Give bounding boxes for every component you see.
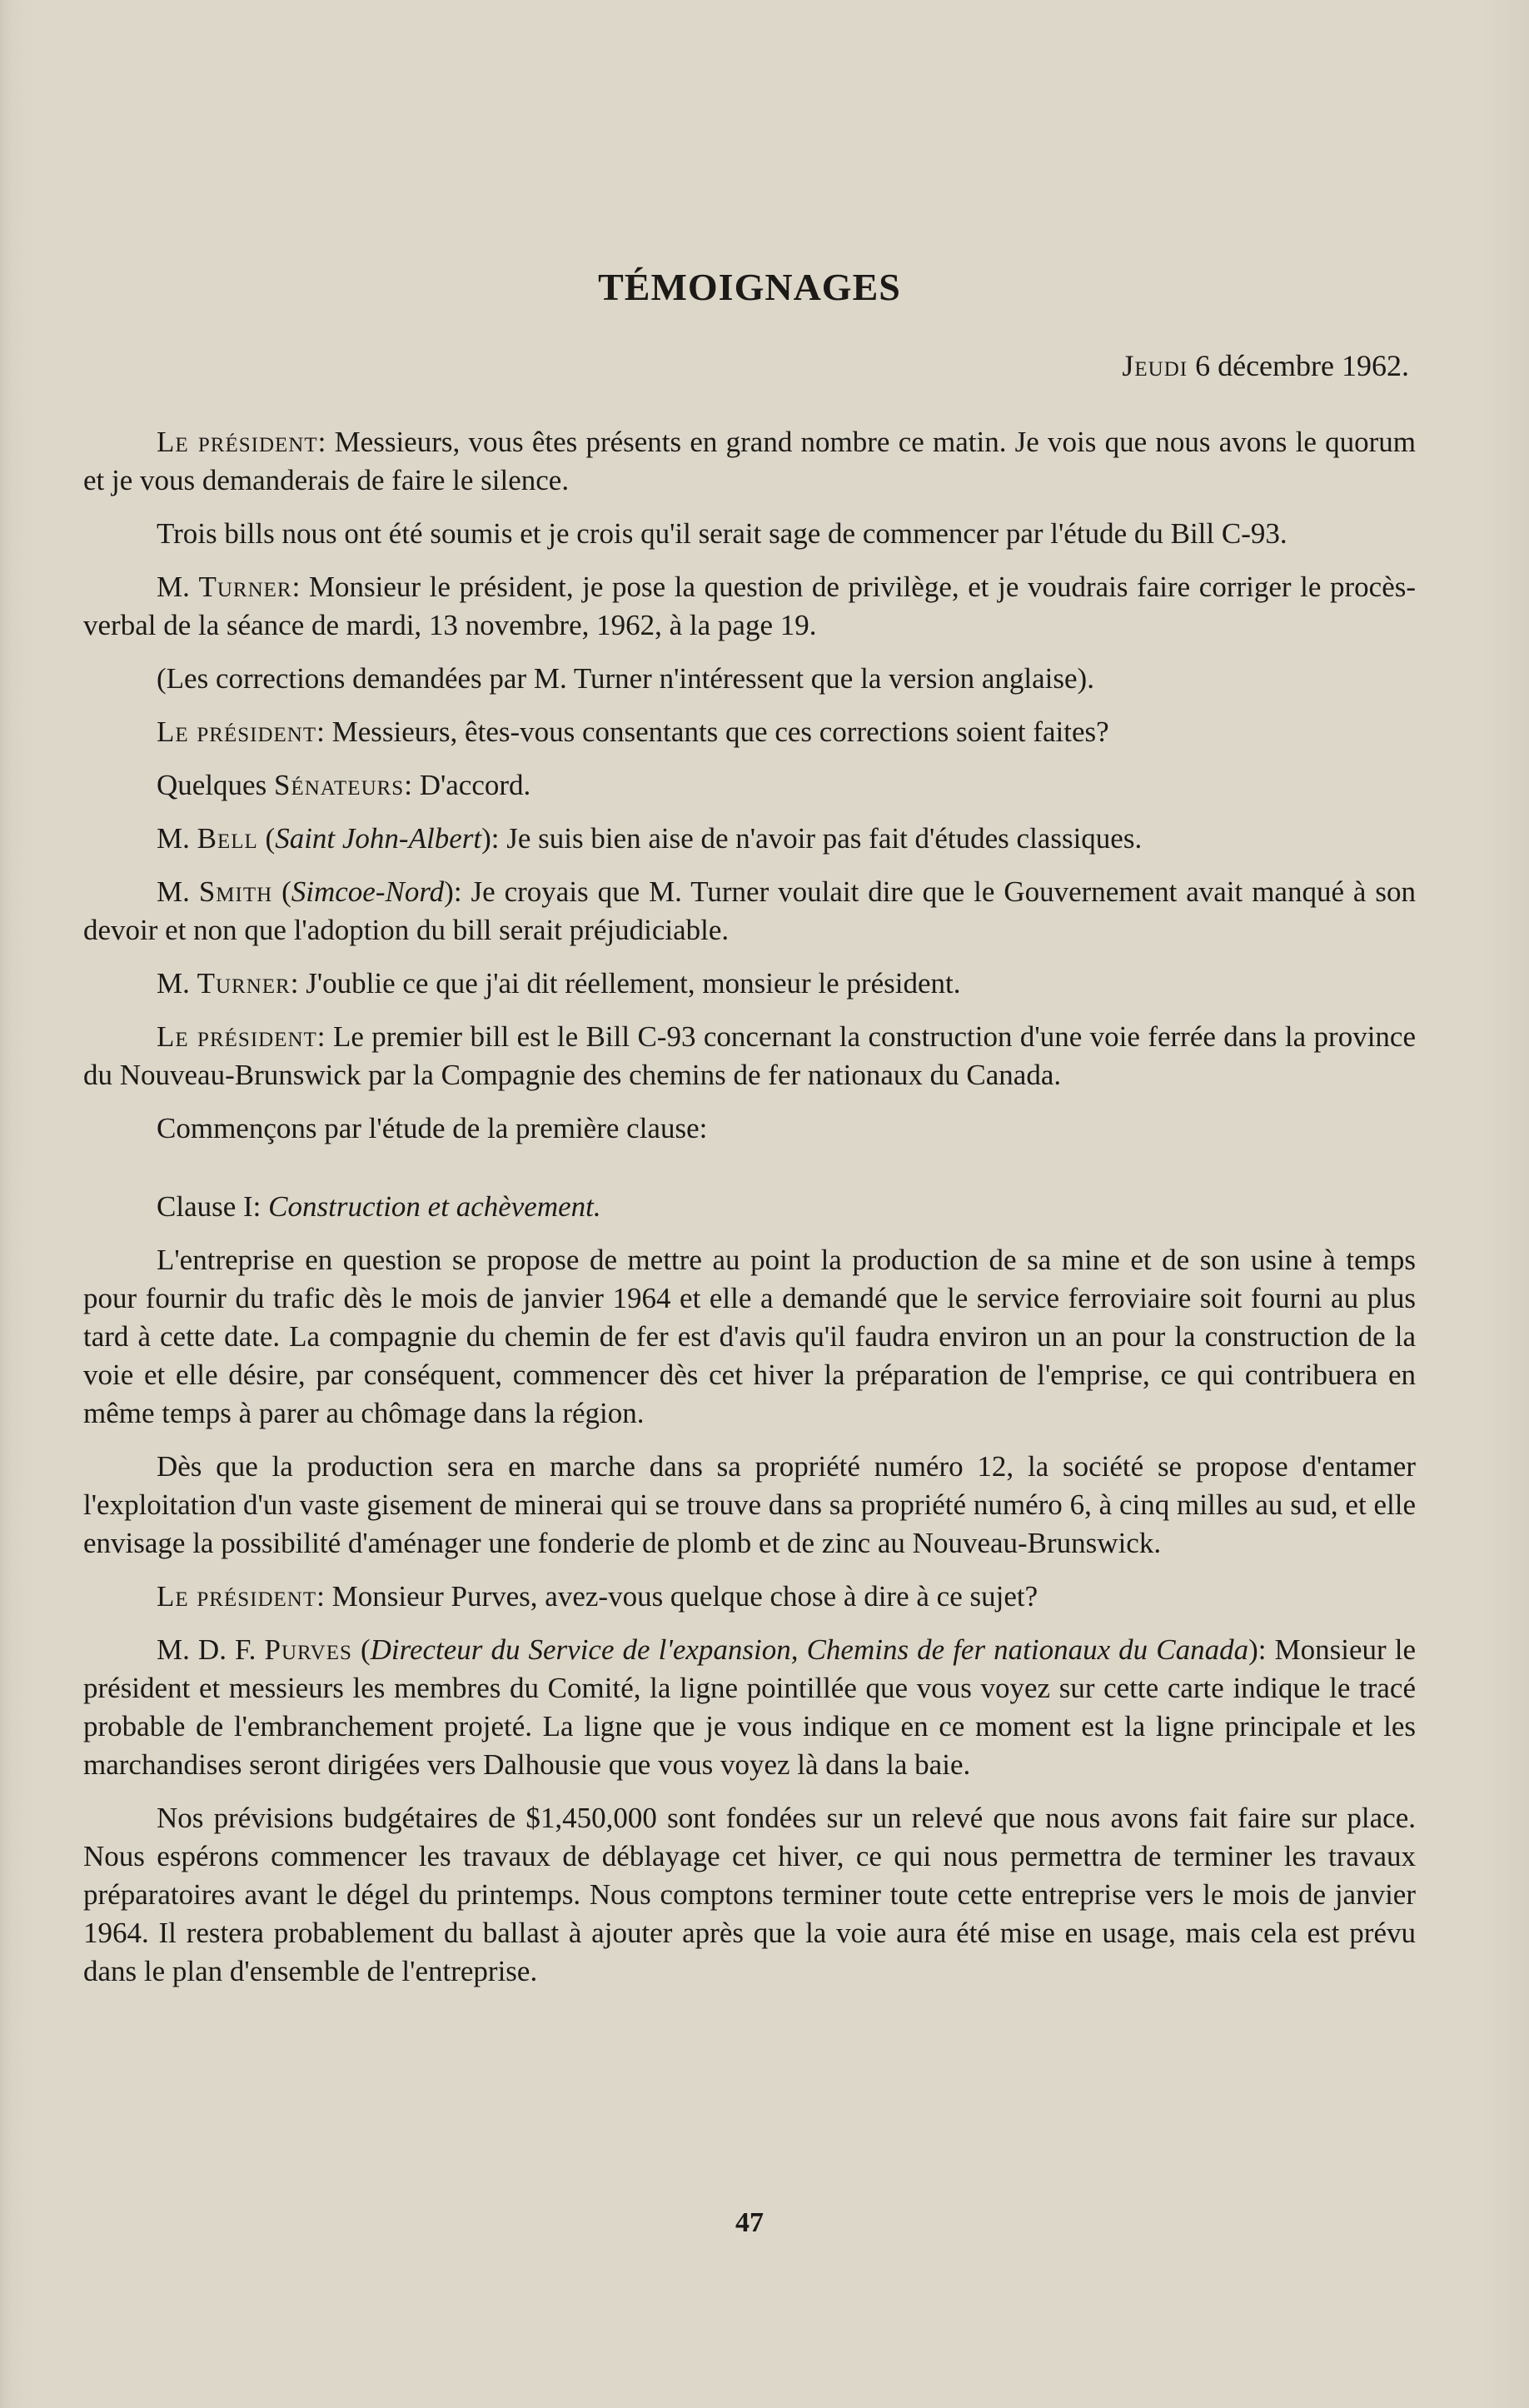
page-number: 47 xyxy=(735,2207,764,2238)
paragraph-text: Commençons par l'étude de la première clause: xyxy=(157,1112,708,1144)
paragraph-text: Messieurs, vous êtes présents en grand nombre ce matin. Je vois que nous avons le quorum et je vous demanderais de faire le silence. xyxy=(83,426,1416,496)
paragraph-text: Trois bills nous ont été soumis et je crois qu'il serait sage de commencer par l'étude du Bill C-93. xyxy=(157,517,1287,550)
paragraph xyxy=(83,1799,1416,1991)
speaker-separator: : xyxy=(1258,1633,1275,1666)
paragraph-text: Nos prévisions budgétaires de $1,450,000 sont fondées sur un relevé que nous avons fait faire sur place. Nous espérons commencer les travaux de déblayage cet hiver, ce qui nous permettra de terminer les travaux préparatoires avant le dégel du printemps. Nous comptons terminer toute cette entreprise vers le mois de janvier 1964. Il restera probablement du ballast à ajouter après que la voie aura été mise en usage, mais cela est prévu dans le plan d'ensemble de l'entreprise. xyxy=(83,1802,1416,1987)
session-date xyxy=(1122,348,1409,383)
speaker-name: Le président xyxy=(157,1580,317,1613)
speaker-name: Bell xyxy=(197,822,258,855)
speaker-name: Le président xyxy=(157,715,317,748)
paragraph xyxy=(83,713,1416,751)
speaker-name: Purves xyxy=(264,1633,352,1666)
paragraph: M. D. F. Purves (Directeur du Service de l'expansion, Chemins de fer nationaux du Canada): Monsieur le président et messieurs les membres du Comité, la ligne pointillée que vous voyez sur cette carte indique le tracé probable de l'embranchement projeté. La ligne que je vous indique en ce moment est la ligne principale et les marchandises seront dirigées vers Dalhousie que vous voyez là dans la baie. xyxy=(83,1633,1417,1781)
paragraph-text: Messieurs, êtes-vous consentants que ces corrections soient faites? xyxy=(331,715,1109,748)
paragraph-text: Je suis bien aise de n'avoir pas fait d'études classiques. xyxy=(506,822,1143,855)
speaker-affiliation: Directeur du Service de l'expansion, Chemins de fer nationaux du Canada xyxy=(370,1633,1249,1666)
paragraph: M. Smith (Simcoe-Nord): Je croyais que M. Turner voulait dire que le Gouvernement avait manqué à son devoir et non que l'adoption du bill serait préjudiciable. xyxy=(83,875,1417,946)
speaker-name: Le président xyxy=(157,1020,317,1053)
speaker-prefix: M. xyxy=(157,822,197,855)
speaker-prefix: M. xyxy=(157,571,199,603)
clause-heading: Construction et achèvement. xyxy=(268,1190,601,1223)
speaker-name: Sénateurs xyxy=(273,769,405,801)
speaker-name: Turner xyxy=(198,571,292,603)
speaker-separator: : xyxy=(316,715,332,748)
paragraph xyxy=(83,515,1416,553)
paragraph-text: Le premier bill est le Bill C-93 concernant la construction d'une voie ferrée dans la province du Nouveau-Brunswick par la Compagnie des chemins de fer nationaux du Canada. xyxy=(83,1020,1416,1091)
paragraph-text: Dès que la production sera en marche dans sa propriété numéro 12, la société se propose d'entamer l'exploitation d'un vaste gisement de minerai qui se trouve dans sa propriété numéro 6, à cinq milles au sud, et elle envisage la possibilité d'aménager une fonderie de plomb et de zinc au Nouveau-Brunswick. xyxy=(83,1450,1416,1559)
speaker-prefix: Quelques xyxy=(157,769,274,801)
speaker-separator: : xyxy=(404,769,420,801)
paragraph-text: J'oublie ce que j'ai dit réellement, monsieur le président. xyxy=(306,967,961,1000)
paragraph xyxy=(83,1241,1416,1433)
speaker-prefix: M. xyxy=(157,967,197,1000)
speaker-prefix: Clause I: xyxy=(157,1190,269,1223)
paragraph-text: Monsieur Purves, avez-vous quelque chose à dire à ce sujet? xyxy=(331,1580,1038,1613)
paragraph xyxy=(83,660,1416,698)
paragraph xyxy=(83,1448,1416,1563)
speaker-prefix: M. xyxy=(157,875,199,908)
paragraph-text: (Les corrections demandées par M. Turner n'intéressent que la version anglaise). xyxy=(157,662,1094,695)
speaker-separator: : xyxy=(290,967,306,1000)
speaker-affiliation: Saint John-Albert xyxy=(275,822,482,855)
paragraph: M. Bell (Saint John-Albert): Je suis bien aise de n'avoir pas fait d'études classiques. xyxy=(157,822,1143,855)
paragraph xyxy=(83,1188,1416,1226)
paragraph xyxy=(83,965,1416,1003)
speaker-name: Turner xyxy=(197,967,291,1000)
date-rest: 6 décembre 1962. xyxy=(1195,349,1409,382)
paragraph xyxy=(83,1018,1416,1094)
speaker-name: Smith xyxy=(198,875,273,908)
speaker-separator: : xyxy=(317,426,335,458)
paragraph-text: Monsieur le président, je pose la question de privilège, et je voudrais faire corriger le procès-verbal de la séance de mardi, 13 novembre, 1962, à la page 19. xyxy=(83,571,1417,641)
speaker-name: Le président xyxy=(157,426,318,458)
speaker-separator: : xyxy=(316,1020,333,1053)
paragraph-text: L'entreprise en question se propose de mettre au point la production de sa mine et de son usine à temps pour fournir du trafic dès le mois de janvier 1964 et elle a demandé que le service ferroviaire soit fourni au plus tard à cette date. La compagnie du chemin de fer est d'avis qu'il faudra environ un an pour la construction de la voie et elle désire, par conséquent, commencer dès cet hiver la préparation de l'emprise, ce qui contribuera en même temps à parer au chômage dans la région. xyxy=(83,1244,1416,1429)
paragraph xyxy=(83,423,1416,500)
paragraph xyxy=(83,568,1416,645)
speaker-affiliation: Simcoe-Nord xyxy=(291,875,445,908)
page-title: TÉMOIGNAGES xyxy=(598,266,901,308)
speaker-separator: : xyxy=(491,822,507,855)
speaker-prefix: M. D. F. xyxy=(157,1633,265,1666)
speaker-separator: : xyxy=(453,875,471,908)
paragraph-text: Monsieur le président et messieurs les membres du Comité, la ligne pointillée que vous voyez sur cette carte indique le tracé probable de l'embranchement projeté. La ligne que je vous indique en ce moment est la ligne principale et les marchandises seront dirigées vers Dalhousie que vous voyez là dans la baie. xyxy=(83,1633,1417,1781)
paragraph xyxy=(83,766,1416,805)
paragraph-text: Je croyais que M. Turner voulait dire que le Gouvernement avait manqué à son devoir et non que l'adoption du bill serait préjudiciable. xyxy=(83,875,1417,946)
speaker-separator: : xyxy=(316,1580,332,1613)
paragraph xyxy=(83,1578,1416,1616)
paragraph xyxy=(83,1109,1416,1148)
speaker-separator: : xyxy=(291,571,309,603)
paragraph-text: D'accord. xyxy=(419,769,531,801)
testimony-body xyxy=(83,423,1416,2006)
date-day: Jeudi xyxy=(1122,349,1188,382)
